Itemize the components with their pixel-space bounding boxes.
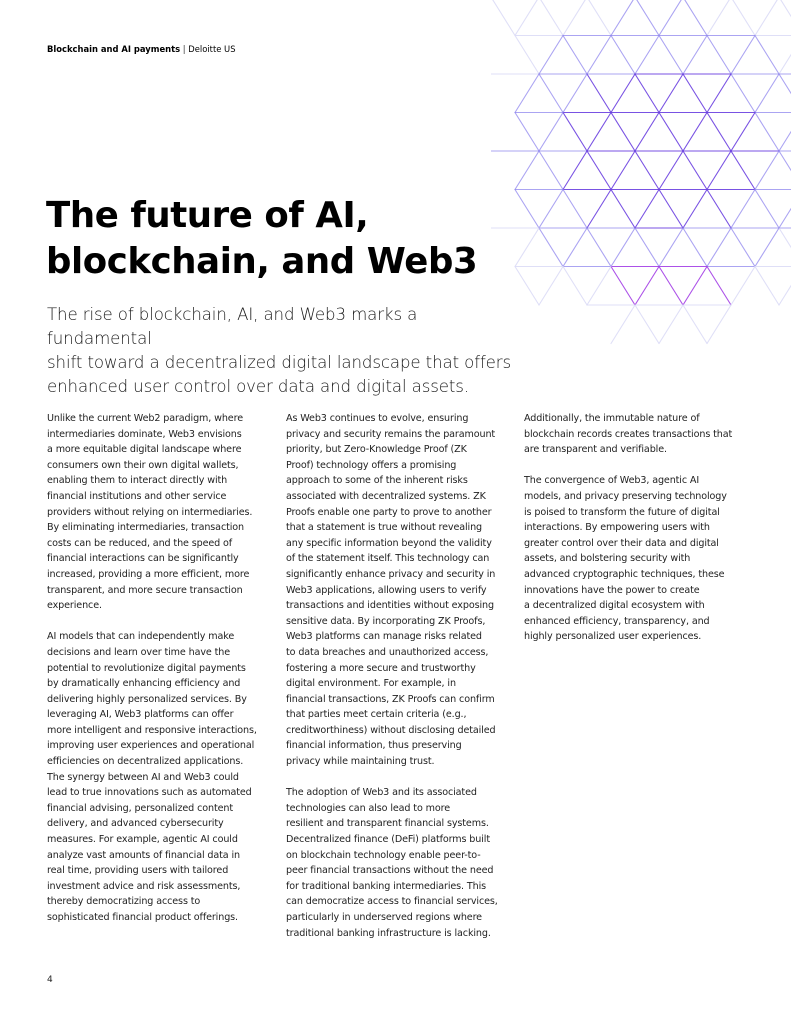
lattice-line (539, 36, 563, 75)
body-line: increased, providing a more efficient, more (47, 568, 250, 580)
lattice-line (539, 228, 563, 267)
lattice-line (635, 113, 659, 152)
lattice-line (563, 74, 587, 113)
lattice-line (683, 228, 707, 267)
body-line: investment advice and risk assessments, (47, 880, 241, 892)
lattice-line (707, 74, 731, 113)
lattice-line (731, 0, 755, 36)
body-line: significantly enhance privacy and security in (286, 568, 496, 580)
body-line: interactions. By empowering users with (524, 522, 710, 534)
page-number: 4 (47, 975, 53, 985)
lattice-line (683, 305, 707, 344)
lattice-line (563, 228, 587, 267)
body-line: models, and privacy preserving technology (524, 490, 727, 502)
body-line: By eliminating intermediaries, transaction (47, 522, 244, 534)
lattice-line (755, 190, 779, 229)
body-line: As Web3 continues to evolve, ensuring (286, 413, 469, 424)
body-line: that parties meet certain criteria (e.g., (286, 709, 467, 721)
body-line: costs can be reduced, and the speed of (47, 537, 233, 549)
body-line: that a statement is true without revealing (286, 522, 483, 534)
body-line: AI models that can independently make (47, 631, 235, 643)
body-line: innovations have the power to create (524, 584, 700, 596)
lattice-line (659, 228, 683, 267)
body-line: blockchain records creates transactions that (524, 428, 733, 440)
body-line: can democratize access to financial services, (286, 896, 498, 908)
lattice-line (683, 267, 707, 306)
body-line: any specific information beyond the validity (286, 537, 492, 549)
body-line: enhanced efficiency, transparency, and (524, 615, 710, 627)
lattice-line (611, 190, 635, 229)
lattice-line (587, 0, 611, 36)
lattice-line (779, 228, 791, 267)
body-line: financial interactions can be significantly (47, 553, 239, 565)
lattice-line (515, 36, 539, 75)
lattice-line (611, 74, 635, 113)
body-line: The adoption of Web3 and its associated (286, 787, 477, 799)
lattice-line (707, 0, 731, 36)
lattice-line (611, 267, 635, 306)
lattice-line (587, 151, 611, 190)
lattice-line (515, 0, 539, 36)
body-line: Web3 platforms can manage risks related (286, 631, 482, 643)
lattice-line (611, 0, 635, 36)
lattice-line (563, 0, 587, 36)
lattice-line (755, 267, 779, 306)
lattice-line (731, 228, 755, 267)
header-separator: | (182, 44, 186, 54)
lattice-line (683, 190, 707, 229)
lattice-line (635, 74, 659, 113)
lattice-line (779, 74, 791, 113)
body-column-3 (524, 411, 764, 645)
lattice-line (683, 151, 707, 190)
body-line: for traditional banking intermediaries. This (286, 880, 487, 892)
lattice-line (539, 0, 563, 36)
body-paragraph (286, 785, 526, 941)
lattice-line (731, 36, 755, 75)
lattice-line (539, 74, 563, 113)
lede-line: The rise of blockchain, AI, and Web3 marks a fundamental (47, 305, 418, 348)
body-paragraph (524, 411, 764, 458)
body-line: The convergence of Web3, agentic AI (524, 475, 700, 487)
body-line: efficiencies on decentralized applications. (47, 756, 244, 768)
lattice-line (515, 113, 539, 152)
lattice-line (539, 151, 563, 190)
lattice-line (683, 74, 707, 113)
lattice-line (635, 228, 659, 267)
body-line: fostering a more secure and trustworthy (286, 662, 476, 674)
lattice-line (755, 0, 779, 36)
body-column-1 (47, 411, 287, 926)
lattice-line (683, 113, 707, 152)
lattice-line (515, 151, 539, 190)
body-line: resilient and transparent financial systems. (286, 818, 489, 830)
body-line: decisions and learn over time have the (47, 646, 230, 658)
body-line: advanced cryptographic techniques, these (524, 568, 725, 580)
body-line: Decentralized finance (DeFi) platforms built (286, 834, 490, 846)
lattice-line (587, 190, 611, 229)
lattice-line (635, 0, 659, 36)
body-line: leveraging AI, Web3 platforms can offer (47, 709, 234, 721)
lattice-line (563, 36, 587, 75)
body-line: transactions and identities without exposing (286, 600, 494, 612)
body-line: transparent, and more secure transaction (47, 584, 243, 596)
lattice-line (659, 74, 683, 113)
body-line: delivering highly personalized services. By (47, 693, 247, 705)
body-line: delivery, and advanced cybersecurity (47, 818, 224, 830)
body-paragraph (524, 473, 764, 645)
body-line: a decentralized digital ecosystem with (524, 600, 705, 612)
lattice-line (683, 0, 707, 36)
body-line: intermediaries dominate, Web3 envisions (47, 428, 242, 440)
lattice-line (659, 113, 683, 152)
lattice-line (779, 267, 791, 306)
lattice-line (515, 74, 539, 113)
body-line: highly personalized user experiences. (524, 631, 702, 643)
body-line: improving user experiences and operational (47, 740, 255, 752)
lattice-line (779, 151, 791, 190)
lattice-line (755, 113, 779, 152)
body-line: consumers own their own digital wallets, (47, 459, 239, 471)
lattice-line (707, 190, 731, 229)
lattice-line (563, 190, 587, 229)
lattice-line (563, 113, 587, 152)
body-line: Proofs enable one party to prove to another (286, 506, 492, 518)
body-line: Unlike the current Web2 paradigm, where (47, 413, 243, 424)
triangle-lattice-graphic (491, 0, 791, 360)
body-line: of the statement itself. This technology can (286, 553, 490, 565)
body-line: traditional banking infrastructure is lacking. (286, 927, 491, 939)
lattice-line (587, 36, 611, 75)
body-line: thereby democratizing access to (47, 896, 201, 908)
lattice-line (563, 151, 587, 190)
body-paragraph (286, 411, 526, 770)
body-column-2 (286, 411, 526, 941)
lattice-line (611, 305, 635, 344)
body-line: potential to revolutionize digital payments (47, 662, 246, 674)
body-line: are transparent and verifiable. (524, 444, 667, 456)
lattice-line (563, 267, 587, 306)
lattice-line (587, 267, 611, 306)
lattice-line (635, 151, 659, 190)
lattice-line (731, 267, 755, 306)
body-line: greater control over their data and digital (524, 537, 719, 549)
body-line: is poised to transform the future of digital (524, 506, 720, 518)
lattice-line (779, 0, 791, 36)
body-line: digital environment. For example, in (286, 678, 456, 690)
lattice-line (707, 151, 731, 190)
lattice-line (755, 74, 779, 113)
organization-name: Deloitte US (188, 44, 236, 54)
lattice-line (611, 151, 635, 190)
body-line: particularly in underserved regions where (286, 912, 482, 923)
body-line: to data breaches and unauthorized access, (286, 646, 489, 658)
lattice-line (611, 36, 635, 75)
lattice-line (707, 228, 731, 267)
lattice-line (539, 113, 563, 152)
lattice-line (611, 228, 635, 267)
lattice-line (731, 190, 755, 229)
body-line: associated with decentralized systems. ZK (286, 490, 486, 502)
lattice-line (659, 190, 683, 229)
lattice-line (779, 36, 791, 75)
body-line: enabling them to interact directly with (47, 475, 228, 487)
body-line: experience. (47, 600, 102, 612)
body-line: privacy while maintaining trust. (286, 756, 435, 768)
lattice-line (659, 36, 683, 75)
body-line: on blockchain technology enable peer-to- (286, 849, 481, 861)
lattice-line (707, 267, 731, 306)
body-line: priority, but Zero-Knowledge Proof (ZK (286, 444, 467, 456)
body-line: financial transactions, ZK Proofs can confirm (286, 693, 495, 705)
body-line: sensitive data. By incorporating ZK Proofs, (286, 615, 486, 627)
body-line: The synergy between AI and Web3 could (47, 771, 239, 783)
lattice-line (611, 113, 635, 152)
lattice-line (683, 36, 707, 75)
body-line: assets, and bolstering security with (524, 553, 691, 565)
lattice-line (635, 267, 659, 306)
body-line: Additionally, the immutable nature of (524, 413, 700, 424)
lattice-line (731, 113, 755, 152)
lattice-line (779, 190, 791, 229)
body-line: Proof) technology offers a promising (286, 459, 457, 471)
page-title (46, 193, 526, 285)
body-line: real time, providing users with tailored (47, 865, 229, 877)
publication-title: Blockchain and AI payments (47, 44, 181, 54)
lede-line: enhanced user control over data and digital assets. (47, 377, 470, 396)
body-line: financial advising, personalized content (47, 802, 233, 814)
body-line: more intelligent and responsive interactions, (47, 724, 257, 736)
body-line: by dramatically enhancing efficiency and (47, 678, 241, 690)
title-line-2: blockchain, and Web3 (46, 241, 478, 282)
lattice-line (731, 74, 755, 113)
lattice-line (491, 0, 515, 36)
body-paragraph (47, 629, 287, 925)
lede-line: shift toward a decentralized digital landscape that offers (47, 353, 512, 372)
lattice-line (755, 228, 779, 267)
lattice-line (755, 36, 779, 75)
body-line: measures. For example, agentic AI could (47, 834, 238, 846)
lattice-line (587, 74, 611, 113)
running-header (47, 44, 236, 54)
lattice-line (635, 190, 659, 229)
body-line: technologies can also lead to more (286, 802, 450, 814)
body-line: creditworthiness) without disclosing detailed (286, 724, 496, 736)
lattice-line (755, 151, 779, 190)
lattice-line (587, 113, 611, 152)
lattice-line (587, 228, 611, 267)
lattice-line (539, 267, 563, 306)
body-line: providers without relying on intermediaries. (47, 506, 253, 518)
title-line-1: The future of AI, (46, 195, 369, 236)
lattice-line (659, 151, 683, 190)
body-line: privacy and security remains the paramount (286, 428, 496, 440)
body-line: analyze vast amounts of financial data in (47, 849, 240, 861)
lattice-line (779, 113, 791, 152)
lattice-line (659, 267, 683, 306)
body-line: sophisticated financial product offerings. (47, 912, 238, 923)
lattice-line (539, 190, 563, 229)
lattice-line (707, 305, 731, 344)
lattice-line (707, 113, 731, 152)
lattice-line (635, 36, 659, 75)
lattice-line (635, 305, 659, 344)
body-line: peer financial transactions without the need (286, 865, 494, 877)
lattice-line (659, 0, 683, 36)
body-paragraph (47, 411, 287, 614)
body-line: Web3 applications, allowing users to verify (286, 584, 487, 596)
lattice-line (659, 305, 683, 344)
body-line: financial institutions and other service (47, 490, 227, 502)
body-line: approach to some of the inherent risks (286, 475, 468, 487)
lattice-line (707, 36, 731, 75)
body-line: financial information, thus preserving (286, 740, 462, 752)
lede-paragraph (47, 303, 527, 399)
body-line: a more equitable digital landscape where (47, 444, 242, 456)
body-line: lead to true innovations such as automated (47, 787, 252, 799)
lattice-line (731, 151, 755, 190)
